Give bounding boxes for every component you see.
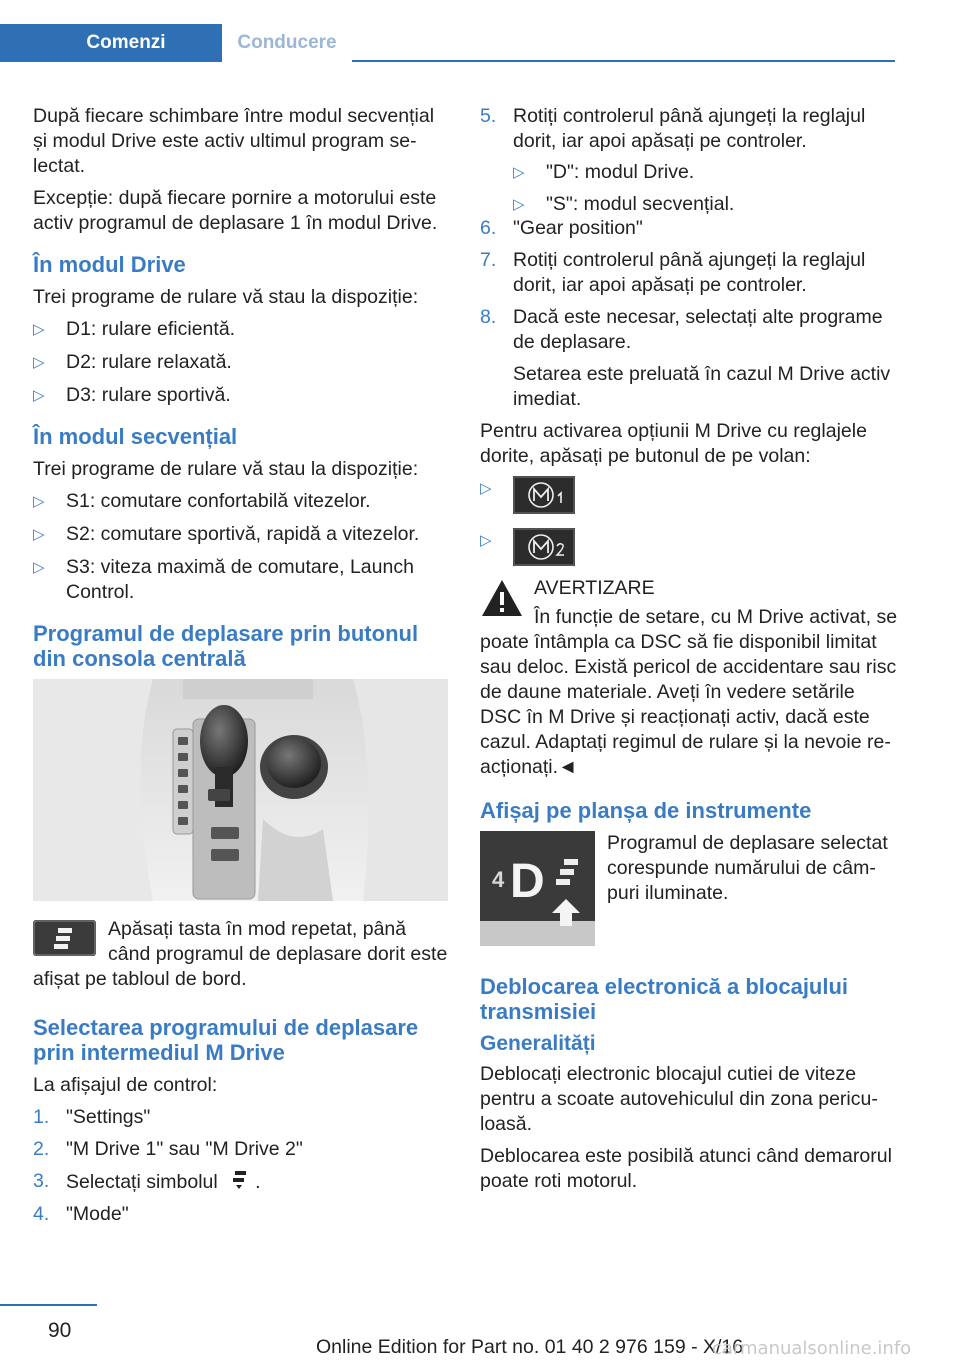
step-item: 2. "M Drive 1" sau "M Drive 2" [33,1138,303,1160]
mdrive-steps [33,1105,451,1227]
tab-comenzi[interactable]: Comenzi [0,24,222,62]
mdrive-symbol-icon [227,1169,251,1191]
list-item [480,528,898,566]
triangle-right-icon: ▷ [513,196,525,213]
step-item: 3. Selectați simbolul . [33,1170,261,1193]
console-button-instruction [33,917,451,993]
triangle-right-icon: ▷ [33,321,45,338]
step8-continuation: Setarea este preluată în cazul M Drive activ imediat. [513,363,891,410]
display-text: Programul de deplasare selectat corespunde numărului de câmpuri iluminate. [607,832,888,904]
display-section [480,831,898,954]
tab-conducere[interactable]: Conducere [222,24,352,62]
step-item: 8. Dacă este necesar, selectați alte programe de deplasare. Setarea este preluată în cazul M Drive activ imediat. [480,305,898,412]
step-item: 1. "Settings" [33,1106,151,1128]
triangle-right-icon: ▷ [33,526,45,543]
sequential-mode-heading: În modul secvențial [33,424,238,449]
steering-buttons-list [480,476,898,566]
step-item: 6. "Gear position" [480,217,643,239]
display-heading: Afișaj pe planșa de instrumente [480,798,812,823]
instrument-cluster-display [480,831,595,946]
triangle-right-icon: ▷ [480,532,492,549]
footer-line [0,1304,97,1306]
driving-program-icon [33,920,96,956]
triangle-right-icon: ▷ [33,387,45,404]
list-item: ▷ S2: comutare sportivă, rapidă a vitezelor. [33,523,420,545]
chapter-tabs [0,24,895,62]
list-item: ▷ "D": modul Drive. [513,161,695,183]
console-button-text: Apăsați tasta în mod repetat, până când programul de deplasare dorit este afișat pe tabloul de bord. [33,918,448,990]
triangle-right-icon: ▷ [33,354,45,371]
center-console-illustration [33,679,448,901]
intro-paragraph-1: După fiecare schimbare între modul secvențial și modul Drive este activ ultimul program selectat. [33,105,435,177]
list-item: ▷ D1: rulare eficientă. [33,318,236,340]
drive-mode-text: Trei programe de rulare vă stau la dispoziție: [33,286,419,308]
step-item: 7. Rotiți controlerul până ajungeți la reglajul dorit, iar apoi apăsați pe controler. [480,249,866,296]
drive-mode-heading: În modul Drive [33,252,186,277]
triangle-right-icon: ▷ [513,164,525,181]
left-column [33,104,451,1234]
step-item: 5. Rotiți controlerul până ajungeți la reglajul dorit, iar apoi apăsați pe controler. ▷ "D": modul Drive. ▷ "S": modul secvențial. [480,104,898,217]
sequential-mode-text: Trei programe de rulare vă stau la dispoziție: [33,458,419,480]
mdrive-heading: Selectarea programului de deplasare prin intermediul M Drive [33,1015,419,1065]
m-drive-1-button-icon [513,476,575,514]
right-column [480,104,898,1201]
warning-title: AVERTIZARE [534,577,655,599]
program-number: 4 [492,867,505,892]
list-item [480,476,898,514]
triangle-right-icon: ▷ [33,559,45,576]
list-item: ▷ D2: rulare relaxată. [33,351,232,373]
page-number: 90 [48,1319,72,1342]
edition-text: Online Edition for Part no. 01 40 2 976 159 - X/16 [316,1336,744,1358]
general-paragraph-2: Deblocarea este posibilă atunci când demarorul poate roti motorul. [480,1145,892,1192]
watermark: carmanualsonline.info [712,1338,912,1359]
step-item: 4. "Mode" [33,1203,129,1225]
m-drive-2-button-icon [513,528,575,566]
intro-paragraph-2: Excepție: după fiecare pornire a motorului este activ programul de deplasare 1 în modul Drive. [33,187,438,234]
gear-letter: D [510,855,545,908]
warning-text: În funcție de setare, cu M Drive activat, se poate întâmpla ca DSC să fie disponibil limitat sau deloc. Există pericol de accidentare sau risc de daune materiale. Aveți în vedere setările DSC în M Drive și reacționați activ, dacă este cazul. Adaptați regimul de rulare și la nevoie reacționați.◄ [480,606,898,778]
general-paragraph-1: Deblocați electronic blocajul cutiei de viteze pentru a scoate autovehiculul din zona periculoasă. [480,1063,878,1135]
triangle-right-icon: ▷ [33,493,45,510]
list-item: ▷ S1: comutare confortabilă vitezelor. [33,490,371,512]
warning-block [480,576,898,780]
list-item: ▷ "S": modul secvențial. [513,193,735,215]
general-heading: Generalități [480,1032,596,1055]
mdrive-steps-continued [480,104,898,412]
drive-mode-list [33,317,451,408]
sequential-mode-list [33,489,451,605]
list-item: ▷ S3: viteza maximă de comutare, Launch Control. [33,556,414,603]
mdrive-text: La afișajul de control: [33,1074,218,1096]
warning-triangle-icon [480,578,524,618]
console-button-heading: Programul de deplasare prin butonul din consola centrală [33,621,419,671]
list-item: ▷ D3: rulare sportivă. [33,384,231,406]
step5-options [513,160,898,217]
triangle-right-icon: ▷ [480,480,492,497]
unlock-heading: Deblocarea electronică a blocajului transmisiei [480,974,849,1024]
activation-text: Pentru activarea opțiunii M Drive cu reglajele dorite, apăsați pe butonul de pe volan: [480,420,867,467]
